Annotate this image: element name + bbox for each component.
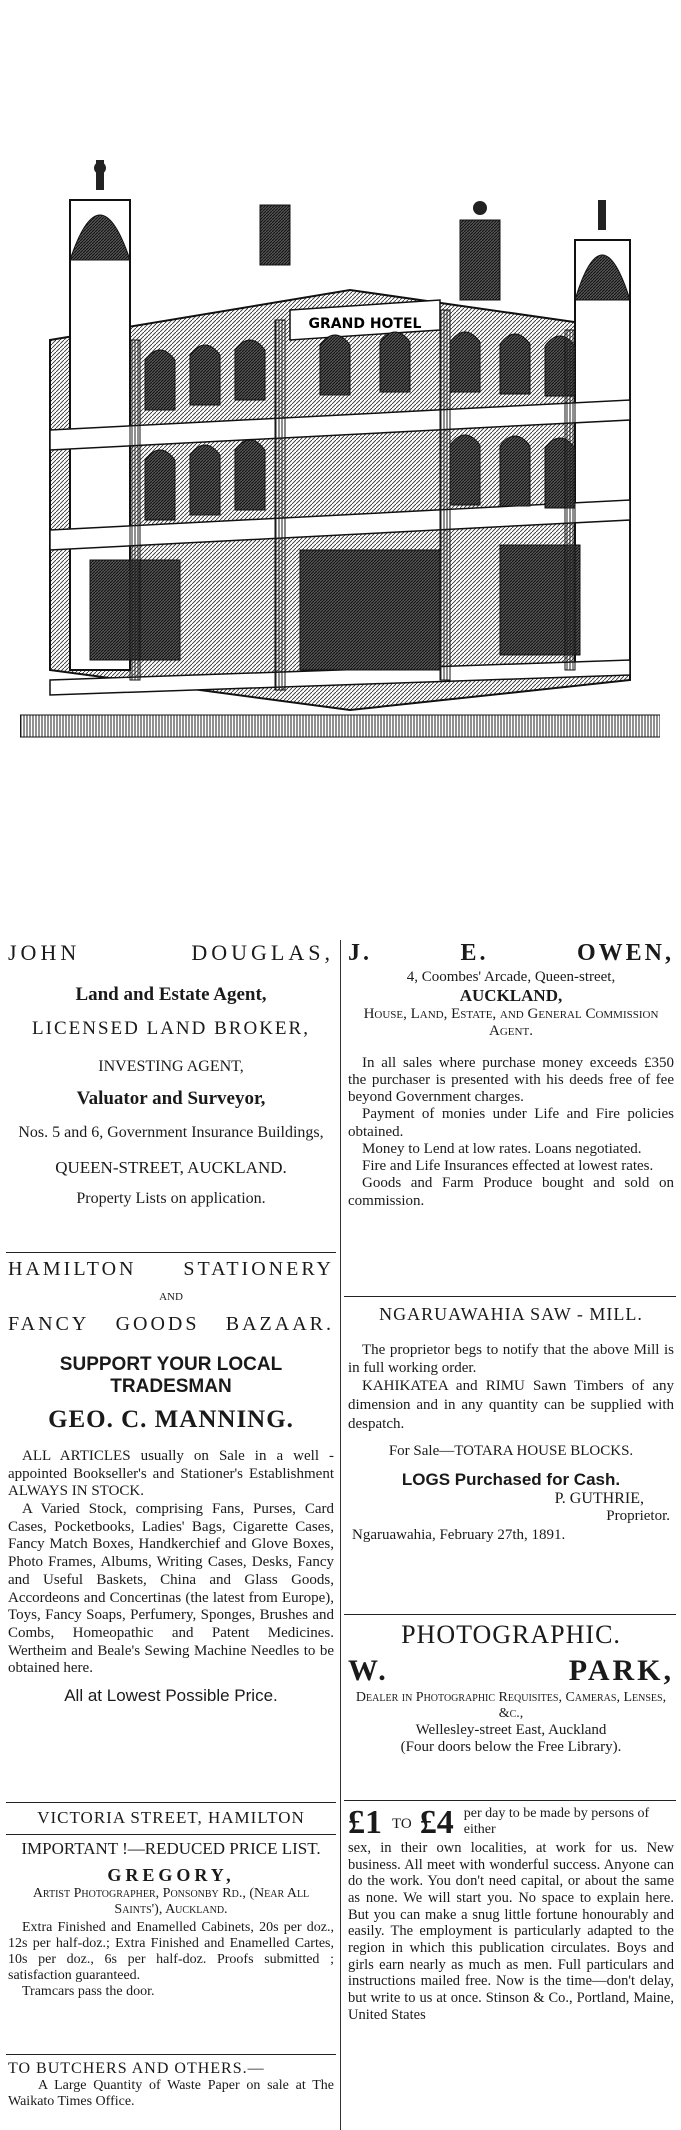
owen-name: [348, 940, 674, 967]
divider: [344, 1614, 676, 1615]
stinson-body: sex, in their own localities, at work for us. New business. All meet with wonderful success. Anyone can do the work. You don't need capital, or about the same as none. We will start you. No space to explain here. But you can make a snug little fortune honourably and easily. The employment is particularly adapted to the region in which this publication circulates. Boys and girls earn nearly as much as men. Full particulars and instructions mailed free. Now is the time—don't delay, but write to us at once. Stinson & Co., Portland, Maine, United States: [348, 1840, 674, 2023]
stinson-one-pound: £1: [348, 1804, 382, 1841]
douglas-line-6: QUEEN-STREET, AUCKLAND.: [55, 1158, 287, 1178]
sawmill-signature: P. GUTHRIE,: [554, 1490, 644, 1508]
douglas-line-7: Property Lists on application.: [76, 1190, 266, 1208]
gregory-tramcars: Tramcars pass the door.: [22, 1984, 155, 2000]
hamilton-heading-1: [8, 1258, 334, 1281]
sawmill-para-1: The proprietor begs to notify that the above Mill is in full working order.: [348, 1342, 674, 1376]
owen-initial-j: J.: [348, 940, 372, 966]
hotel-sign: GRAND HOTEL: [308, 316, 422, 332]
park-name: [348, 1654, 674, 1688]
douglas-line-2: LICENSED LAND BROKER,: [32, 1018, 310, 1039]
and-word: AND: [159, 1291, 183, 1303]
ad-je-owen: [348, 940, 674, 1210]
gregory-title: IMPORTANT !—REDUCED PRICE LIST.: [21, 1839, 321, 1858]
manning-name: GEO. C. MANNING.: [48, 1406, 294, 1433]
douglas-name: [8, 940, 334, 966]
sawmill-date: Ngaruawahia, February 27th, 1891.: [352, 1527, 566, 1544]
hamilton-word: HAMILTON: [8, 1258, 137, 1280]
owen-city: AUCKLAND,: [459, 986, 563, 1005]
sawmill-para-2: KAHIKATEA and RIMU Sawn Timbers of any dimension and in any quantity can be supplied with despatch.: [348, 1378, 674, 1432]
grand-hotel-engraving: [20, 160, 660, 760]
goods-word: GOODS: [115, 1313, 200, 1335]
divider: [344, 1800, 676, 1801]
ad-w-park: [348, 1620, 674, 1756]
sawmill-role: Proprietor.: [606, 1508, 670, 1525]
park-line-3: (Four doors below the Free Library).: [400, 1739, 622, 1756]
park-line-1: Dealer in Photographic Requisites, Cameras, Lenses, &c.,: [355, 1690, 667, 1722]
fancy-word: FANCY: [8, 1313, 90, 1335]
douglas-line-1: Land and Estate Agent,: [75, 984, 267, 1005]
douglas-line-4: Valuator and Surveyor,: [76, 1088, 266, 1109]
lowest-price: All at Lowest Possible Price.: [64, 1685, 278, 1705]
stinson-to: TO: [392, 1816, 412, 1832]
ad-john-douglas: [8, 940, 334, 1208]
gregory-address: Artist Photographer, Ponsonby Rd., (Near All Saints'), Auckland.: [32, 1885, 310, 1917]
sawmill-totara: For Sale—TOTARA HOUSE BLOCKS.: [388, 1443, 634, 1460]
stinson-header: [348, 1806, 674, 1840]
photographic-title: PHOTOGRAPHIC.: [401, 1620, 621, 1649]
butchers-title: TO BUTCHERS AND OTHERS.—: [8, 2060, 265, 2077]
owen-para-1: In all sales where purchase money exceeds £350 the purchaser is presented with his deeds free of fee beyond Government charges.: [348, 1054, 674, 1105]
owen-para-4: Fire and Life Insurances effected at lowest rates.: [362, 1158, 654, 1174]
hamilton-para-2: A Varied Stock, comprising Fans, Purses, Card Cases, Pocketbooks, Ladies' Bags, Cigarette Cases, Fancy Match Boxes, Handkerchief and Glove Boxes, Photo Frames, Albums, Writing Cases, Desks, Fancy and Useful Baskets, China and Glass Goods, Accordeons and Concertinas (the latest from Europe), Toys, Fancy Soaps, Perfumery, Sponges, Brushes and Combs, Homeopathic and Patent Medicines. Wertheim and Beale's Sewing Machine Needles to be obtained here.: [8, 1501, 334, 1677]
ad-butchers: [8, 2060, 334, 2110]
ad-sawmill: [348, 1304, 674, 1544]
stinson-intro: per day to be made by persons of either: [463, 1806, 650, 1838]
divider: [344, 1296, 676, 1297]
ad-gregory: [8, 1840, 334, 2000]
park-surname: PARK,: [568, 1654, 674, 1687]
gregory-name: GREGORY,: [107, 1864, 235, 1885]
park-line-2: Wellesley-street East, Auckland: [415, 1722, 607, 1739]
sawmill-logs: LOGS Purchased for Cash.: [401, 1470, 621, 1490]
douglas-line-3: INVESTING AGENT,: [98, 1058, 244, 1075]
ad-hamilton-stationery: [8, 1258, 334, 1706]
support-local-tradesman: SUPPORT YOUR LOCAL TRADESMAN: [59, 1354, 283, 1397]
butchers-text: A Large Quantity of Waste Paper on sale at The Waikato Times Office.: [8, 2078, 334, 2110]
owen-address: 4, Coombes' Arcade, Queen-street,: [406, 969, 616, 985]
ad-stinson: [348, 1806, 674, 2023]
divider: [6, 1252, 336, 1253]
stinson-four-pounds: £4: [419, 1804, 454, 1841]
owen-trade: House, Land, Estate, and General Commission Agent.: [363, 1006, 659, 1040]
owen-initial-e: E.: [460, 940, 489, 966]
bazaar-word: BAZAAR.: [225, 1313, 334, 1335]
park-initial: W.: [348, 1654, 389, 1687]
divider: [6, 1834, 336, 1835]
victoria-street: VICTORIA STREET, HAMILTON: [37, 1808, 305, 1827]
owen-surname: OWEN,: [576, 940, 674, 966]
hamilton-para-1: ALL ARTICLES usually on Sale in a well - appointed Bookseller's and Stationer's Establishment ALWAYS IN STOCK.: [8, 1448, 334, 1500]
column-divider: [340, 940, 341, 2130]
owen-para-2: Payment of monies under Life and Fire policies obtained.: [348, 1106, 674, 1140]
douglas-first-name: JOHN: [8, 940, 81, 965]
gregory-prices: Extra Finished and Enamelled Cabinets, 20s per doz., 12s per half-doz.; Extra Finished and Enamelled Cartes, 10s per doz., 6s per half-doz. Proofs submitted ; satisfaction guaranteed.: [8, 1919, 334, 1984]
divider: [6, 2054, 336, 2055]
douglas-last-name: DOUGLAS,: [191, 940, 334, 965]
hamilton-heading-2: [8, 1313, 334, 1336]
sawmill-title: NGARUAWAHIA SAW - MILL.: [379, 1304, 643, 1324]
divider: [6, 1802, 336, 1803]
douglas-line-5: Nos. 5 and 6, Government Insurance Buildings,: [18, 1124, 324, 1141]
owen-para-5: Goods and Farm Produce bought and sold on commission.: [348, 1175, 674, 1209]
stationery-word: STATIONERY: [183, 1258, 334, 1280]
owen-para-3: Money to Lend at low rates. Loans negotiated.: [362, 1140, 642, 1157]
